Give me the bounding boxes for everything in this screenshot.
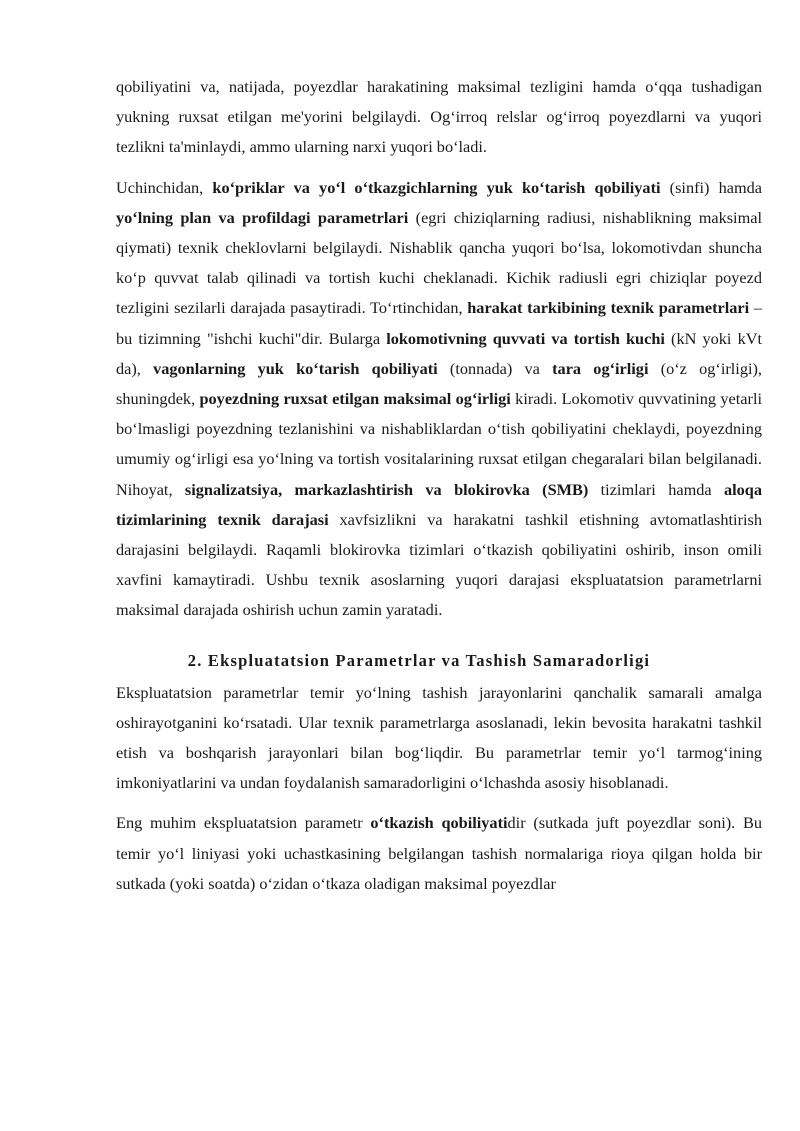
- text-run: (o‘z og‘irligi), shuningdek,: [116, 358, 762, 409]
- text-run: (kN yoki kVt da),: [116, 328, 762, 378]
- bold-term: ko‘priklar va yo‘l o‘tkazgichlarning yuk ko‘tarish qobiliyati: [212, 177, 661, 197]
- bold-term: signalizatsiya, markazlashtirish va blokirovka (SMB): [184, 479, 589, 499]
- text-run: dir (sutkada juft poyezdlar soni). Bu temir yo‘l liniyasi yoki uchastkasining belgilangan tashish normalariga rioya qilgan holda bir sutkada (yoki soatda) o‘zidan o‘tkaza oladigan maksimal poyezdlar: [116, 813, 762, 893]
- bold-term: harakat tarkibining texnik parametrlari: [467, 298, 750, 318]
- document-page: [116, 72, 762, 899]
- bold-term: tara og‘irligi: [552, 358, 649, 378]
- text-run: xavfsizlikni va harakatni tashkil etishning avtomatlashtirish darajasini belgilaydi. Raqamli blokirovka tizimlari o‘tkazish qobiliyatini oshirib, inson omili xavfini kamaytiradi. Ushbu texnik asoslarning yuqori darajasi ekspluatatsion parametrlarni maksimal darajada oshirish uchun zamin yaratadi.: [116, 509, 762, 620]
- paragraph-third-factor: [116, 173, 762, 626]
- text-run: Uchinchidan,: [116, 177, 213, 197]
- bold-term: lokomotivning quvvati va tortish kuchi: [386, 328, 665, 348]
- bold-term: vagonlarning yuk ko‘tarish qobiliyati: [153, 358, 438, 378]
- bold-term: yo‘lning plan va profildagi parametrlari: [116, 207, 409, 227]
- paragraph-operational-intro: [116, 678, 762, 799]
- text-run: tizimlari hamda: [588, 479, 724, 499]
- body-text-after-heading: [116, 678, 762, 899]
- text-run: Ekspluatatsion parametrlar temir yo‘lning tashish jarayonlarini qanchalik samarali amalga oshirayotganini ko‘rsatadi. Ular texnik parametrlarga asoslanadi, lekin bevosita harakatni tashkil etish va boshqarish jarayonlari bilan bog‘liqdir. Bu parametrlar temir yo‘l tarmog‘ining imkoniyatlarini va undan foydalanish samaradorligini o‘lchashda asosiy hisoblanadi.: [116, 682, 762, 793]
- text-run: qobiliyatini va, natijada, poyezdlar harakatining maksimal tezligini hamda o‘qqa tushadigan yukning ruxsat etilgan me'yorini belgilaydi. Og‘irroq relslar og‘irroq poyezdlarni va yuqori tezlikni ta'minlaydi, ammo ularning narxi yuqori bo‘ladi.: [116, 77, 762, 157]
- text-run: kiradi. Lokomotiv quvvatining yetarli bo‘lmasligi poyezdning tezlanishini va nishabliklardan o‘tish qobiliyatini cheklaydi, poyezdning umumiy og‘irligi esa yo‘lning va tortish vositalarining ruxsat etilgan chegaralari bilan belgilanadi. Nihoyat,: [116, 389, 762, 499]
- paragraph-capacity: [116, 808, 762, 899]
- text-run: (sinfi) hamda: [660, 177, 762, 197]
- bold-term: poyezdning ruxsat etilgan maksimal og‘irligi: [199, 389, 511, 409]
- text-run: Eng muhim ekspluatatsion parametr: [116, 813, 371, 833]
- bold-term: o‘tkazish qobiliyati: [370, 813, 508, 833]
- body-text-before-heading: [116, 72, 762, 626]
- text-run: – bu tizimning "ishchi kuchi"dir. Bularga: [116, 298, 762, 348]
- bold-term: aloqa tizimlarining texnik darajasi: [116, 479, 762, 529]
- text-run: (egri chiziqlarning radiusi, nishablikning maksimal qiymati) texnik cheklovlarni belgilaydi. Nishablik qancha yuqori bo‘lsa, lokomotivdan shuncha ko‘p quvvat talab qilinadi va tortish kuchi cheklanadi. Kichik radiusli egri chiziqlar poyezd tezligini sezilarli darajada pasaytiradi. To‘rtinchidan,: [116, 207, 762, 318]
- text-run: (tonnada) va: [437, 358, 553, 378]
- paragraph-reliability: [116, 72, 762, 163]
- section-heading: 2. Ekspluatatsion Parametrlar va Tashish Samaradorligi: [187, 650, 651, 670]
